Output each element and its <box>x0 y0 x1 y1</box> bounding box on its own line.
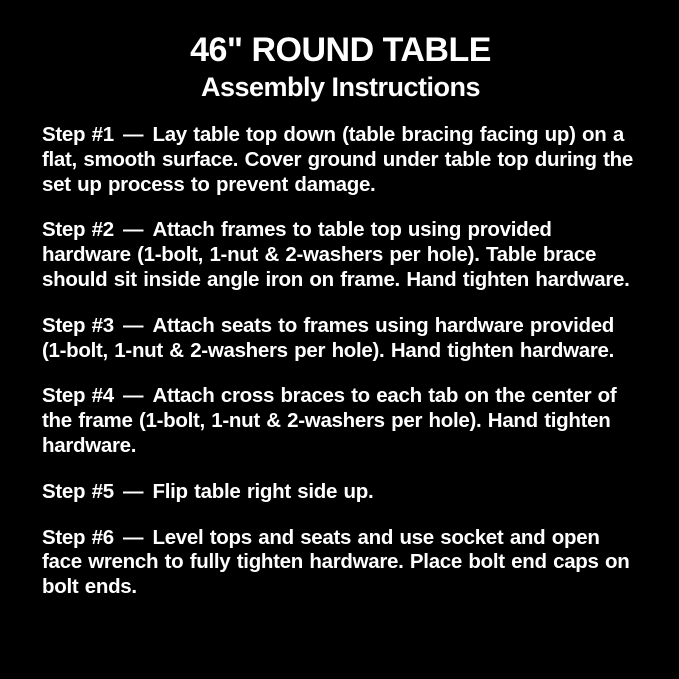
step-1-text: Lay table top down (table bracing facing up) on a flat, smooth surface. Cover ground under table top during the set up process to prevent damage. <box>42 123 633 196</box>
step-3-text: Attach seats to frames using hardware provided (1-bolt, 1-nut & 2-washers per hole). Hand tighten hardware. <box>42 313 615 362</box>
step-6-dash: — <box>123 525 144 549</box>
step-6 <box>42 526 639 600</box>
step-5-text: Flip table right side up. <box>152 479 374 503</box>
step-2-text: Attach frames to table top using provided hardware (1-bolt, 1-nut & 2-washers per hole). Table brace should sit inside angle iron on frame. Hand tighten hardware. <box>42 218 630 292</box>
step-2-dash: — <box>123 218 144 242</box>
step-6-label: Step #6 <box>42 525 114 549</box>
step-5-dash: — <box>123 479 144 503</box>
steps-list <box>42 123 639 600</box>
step-5 <box>42 480 639 505</box>
page-subtitle: Assembly Instructions <box>200 72 481 103</box>
step-3-label: Step #3 <box>42 313 114 337</box>
step-4 <box>42 384 639 458</box>
step-4-text: Attach cross braces to each tab on the center of the frame (1-bolt, 1-nut & 2-washers per hole). Hand tighten hardware. <box>42 384 617 458</box>
step-1-label: Step #1 <box>42 123 114 147</box>
header <box>42 32 639 103</box>
step-5-label: Step #5 <box>42 479 114 503</box>
step-2 <box>42 218 639 292</box>
step-6-text: Level tops and seats and use socket and open face wrench to fully tighten hardware. Place bolt end caps on bolt ends. <box>42 525 630 599</box>
step-4-label: Step #4 <box>42 384 114 408</box>
step-4-dash: — <box>123 384 144 408</box>
step-1-dash: — <box>123 123 144 147</box>
step-1 <box>42 123 639 197</box>
step-3 <box>42 314 639 364</box>
step-2-label: Step #2 <box>42 218 114 242</box>
step-3-dash: — <box>123 313 144 337</box>
page-title: 46" ROUND TABLE <box>190 31 491 69</box>
